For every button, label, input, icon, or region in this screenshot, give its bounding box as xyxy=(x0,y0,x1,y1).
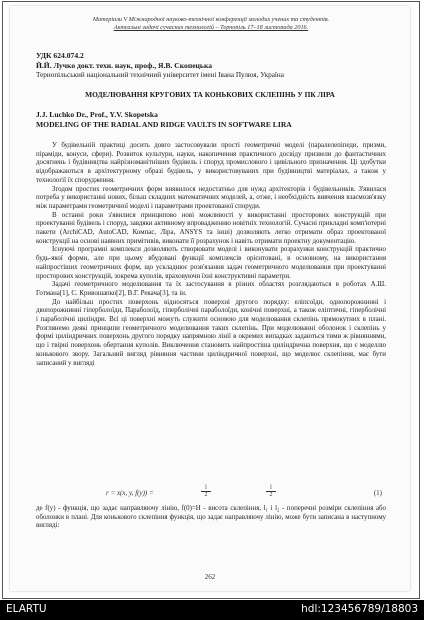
document-page xyxy=(10,6,410,591)
header-line-1: Матеріали V Міжнародної науково-технічної конференції молодих учених та студентів. xyxy=(92,16,330,23)
handle-link[interactable]: hdl:123456789/18803 xyxy=(301,603,418,615)
paragraph-4: Існуючі програмні комплекси дозволяють створювати моделі і виконувати розрахунки конструкцій практично будь-якої форми, але при цьому вбудовані функції комплексів орієнтовані, в основному, на використання найпростіших геометричних форм, що ускладнює розв'язання задач геометричного моделювання при проектуванні просторових конструкцій, зокрема куполів, враховуючи їхні конструктивні параметри. xyxy=(36,246,386,280)
formula-numerator: l xyxy=(266,485,276,492)
title-en: MODELING OF THE RADIAL AND RIDGE VAULTS IN SOFTWARE LIRA xyxy=(36,120,292,129)
footer-bar xyxy=(0,600,424,620)
paragraph-3: В останні роки з'явилися принципово нові можливості у використанні просторових конструкцій при проектуванні будівель і споруд, завдяки активному впровадженню новітніх технологій. Сучасні прикладні комп'ютерні пакети (ArchiCAD, AutoCAD, Компас, Ліра, ANSYS та інші) дозволяють легко отримати образ проектованої конструкції на основі наявних примітивів, виконати її розрахунок і навіть отримати проектну документацію. xyxy=(36,211,386,245)
formula-1 xyxy=(36,485,386,503)
formula-number: (1) xyxy=(373,489,382,497)
formula-denominator: 2 xyxy=(204,492,208,498)
formula-lhs: r = x(x, y, f(y)) = xyxy=(106,489,154,497)
paragraph-2: Згодом простих геометричних форм виявилося недостатньо для нужд архітекторів і будівельників. З'явилася потреба у використанні нових, більш складних математичних моделей, а, отже, і необхідність вивчення взаємозв'язку між параметрами геометричної моделі і параметрами проектованої споруди. xyxy=(36,185,386,210)
after-formula-text xyxy=(36,505,386,531)
formula-fraction-2 xyxy=(266,485,276,498)
authors-en: J.J. Luchko Dr., Prof., Y.V. Skopetska xyxy=(36,110,158,119)
paragraph-5: Задачі геометричного моделювання та їх застосування в різних областях розглядаються в роботах А.Ш. Готмана[1], С. Кривошапко[2], В.Г. Рекача[3], та ін. xyxy=(36,281,386,297)
conference-header xyxy=(36,16,386,32)
title-ua: МОДЕЛЮВАННЯ КРУГОВИХ ТА КОНЬКОВИХ СКЛЕПІНЬ У ПК ЛІРА xyxy=(85,90,335,99)
paragraph-1: У будівельній практиці досить довго застосовували прості геометричні моделі (паралелепіпеди, призми, піраміди, конуси, сфери). Розвиток культури, науки, накопичення практичного досвіду призвели до фантастичних досягнень і будівництва найрізноманітніших будівель і споруд промислового і цивільного призначення. Ці здобутки відображаються в архітектурному образі будівель, у використовуваних при будівництві матеріалах, а також у технології їх спорудження. xyxy=(36,142,386,184)
header-line-2: Актуальні задачі сучасних технологій – Тернопіль 17–18 листопада 2016. xyxy=(113,24,309,31)
authors-ua: Й.Й. Лучко докт. техн. наук, проф., Я.В. Скопецька xyxy=(36,61,213,70)
paragraph-after-formula: де f(y) - функція, що задає направляючу лінію, f(0)=H - висота склепіння, l₁ і l₂ - поперечні розміри склепіння або оболонки в плані. Для конькового склепіння функція, що задає направляючу лінію, може бути записана в наступному вигляді: xyxy=(36,505,386,530)
formula-fraction-1 xyxy=(201,485,211,498)
paragraph-6: До найбільш простих поверхонь відносяться поверхні другого порядку: еліпсоїди, однопорожнинні і двопорожнинні гіперболоїди, Параболоїд, гіперболічні параболоїди, конічні поверхні, а також еліптичні, гіперболічні і параболічні циліндри. Всі ці поверхні можуть служити основою для моделювання склепінь прямокутних в плані. Розглянемо деякі принципи геометричного моделювання таких склепінь. При моделюванні оболонок і склепінь у формі циліндричних поверхонь другого порядку напрямною лінії в окремих випадках задаються тими ж рівняннями, що і твірні поверхонь обертання куполів. Виключення становить найпростіша циліндрична поверхня, що є моделлю конькового звору. Загальний вигляд рівняння частини циліндричної поверхні, що моделює склепіння, має бути записаний у вигляді xyxy=(36,298,386,367)
formula-numerator: l xyxy=(201,485,211,492)
page-number: 262 xyxy=(204,573,216,581)
body-text xyxy=(36,142,386,368)
udk-code: УДК 624.074.2 xyxy=(36,51,84,60)
repository-name: ELARTU xyxy=(6,603,47,615)
formula-denominator: 2 xyxy=(269,492,273,498)
affiliation: Тернопільський національний технічний університет імені Івана Пулюя, Україна xyxy=(36,71,284,79)
